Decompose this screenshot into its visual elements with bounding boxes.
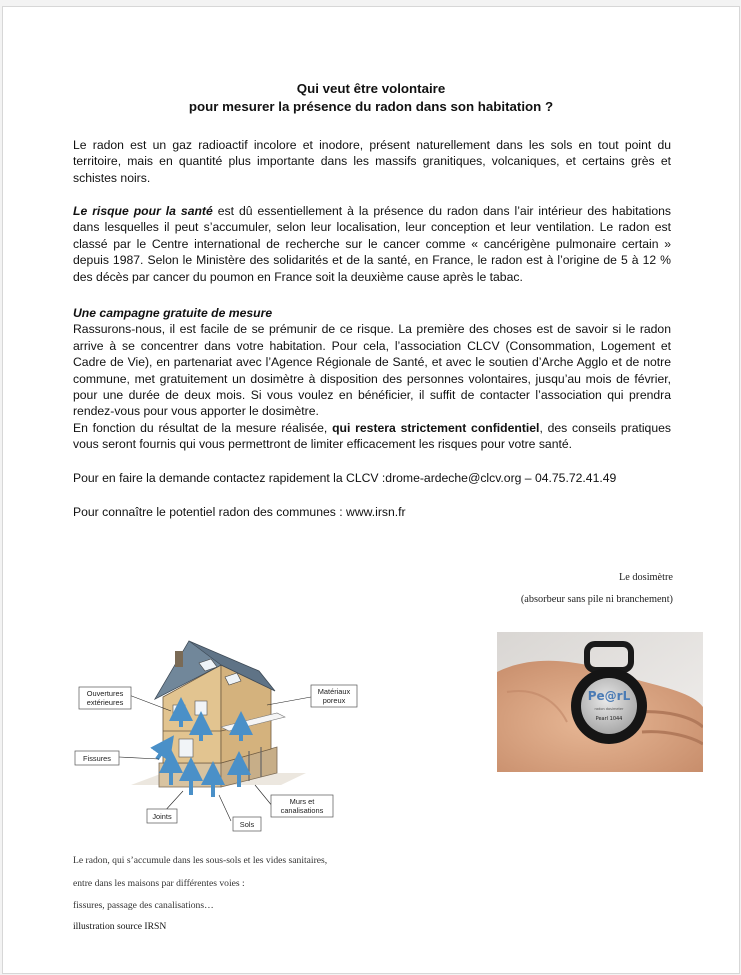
label-murs-2: canalisations bbox=[280, 806, 324, 815]
dosimeter-brand: Pe@rL bbox=[587, 689, 631, 703]
campaign-section bbox=[73, 305, 671, 453]
label-fissures: Fissures bbox=[83, 754, 111, 763]
label-materiaux-1: Matériaux bbox=[317, 687, 351, 696]
campaign-heading: Une campagne gratuite de mesure bbox=[73, 306, 273, 320]
page-title bbox=[3, 80, 739, 116]
diagram-caption-2: entre dans les maisons par différentes voies : bbox=[73, 878, 245, 889]
campaign-result-text-c: , des conseils pratiques vous seront fournis qui vous permettront de limiter efficacement les risques pour votre santé. bbox=[73, 420, 671, 452]
campaign-result-text-a: En fonction du résultat de la mesure réalisée, bbox=[73, 420, 333, 435]
title-line-1: Qui veut être volontaire bbox=[296, 81, 446, 96]
label-murs-1: Murs et bbox=[289, 797, 315, 806]
campaign-text: Rassurons-nous, il est facile de se prémunir de ce risque. La première des choses est de savoir si le radon arrive à se concentrer dans votre habitation. Pour cela, l’association CLCV (Consommation, Logement et Cadre de Vie), en partenariat avec l’Agence Régionale de Santé, et avec le soutien d’Arche Agglo et de notre commune, met gratuitement un dosimètre à disposition des personnes volontaires, jusqu’au mois de février, pour une durée de deux mois. Si vous voulez en bénéficier, il suffit de contacter l’association qui prendra rendez-vous pour vous apporter le dosimètre. bbox=[73, 322, 671, 419]
label-ouvertures-2: extérieures bbox=[86, 698, 124, 707]
dosimeter-caption-subtitle: (absorbeur sans pile ni branchement) bbox=[520, 594, 673, 605]
diagram-caption-1: Le radon, qui s’accumule dans les sous-sols et les vides sanitaires, bbox=[73, 855, 328, 866]
dosimeter-caption-title: Le dosimètre bbox=[618, 572, 673, 583]
dosimeter-serial: Pearl 1044 bbox=[595, 716, 623, 722]
title-line-2: pour mesurer la présence du radon dans son habitation ? bbox=[188, 99, 554, 114]
diagram-source: illustration source IRSN bbox=[73, 921, 167, 932]
radon-house-diagram bbox=[71, 635, 367, 835]
document-page bbox=[2, 6, 740, 974]
contact-line: Pour en faire la demande contactez rapidement la CLCV :drome-ardeche@clcv.org – 04.75.72.41.49 bbox=[73, 471, 617, 485]
label-joints: Joints bbox=[152, 812, 172, 821]
paragraph-health-risk bbox=[73, 203, 671, 285]
irsn-line: Pour connaître le potentiel radon des communes : www.irsn.fr bbox=[73, 505, 406, 519]
paragraph-intro: Le radon est un gaz radioactif incolore et inodore, présent naturellement dans les sols en tout point du territoire, mais en quantité plus importante dans les massifs granitiques, volcaniques, et certains grès et schistes noirs. bbox=[73, 138, 671, 185]
confidential-emphasis: qui restera strictement confidentiel bbox=[332, 420, 540, 435]
dosimeter-small-label: radon dosimeter bbox=[594, 707, 624, 711]
health-risk-lead: Le risque pour la santé bbox=[73, 204, 213, 218]
health-risk-text: est dû essentiellement à la présence du radon dans l’air intérieur des habitations dans lesquelles il peut s’accumuler, selon leur localisation, leur conception et leur ventilation. Le radon est classé par le Centre international de recherche sur le cancer comme « cancérigène pulmonaire certain » depuis 1987. Selon le Ministère des solidarités et de la santé, en France, le radon est à l’origine de 5 à 12 % des décès par cancer du poumon en France soit la deuxième cause après le tabac. bbox=[73, 204, 672, 284]
label-sols: Sols bbox=[239, 820, 255, 829]
diagram-caption-3: fissures, passage des canalisations… bbox=[73, 900, 214, 911]
label-materiaux-2: poreux bbox=[322, 696, 346, 705]
dosimeter-photo bbox=[497, 632, 703, 772]
label-ouvertures-1: Ouvertures bbox=[86, 689, 124, 698]
